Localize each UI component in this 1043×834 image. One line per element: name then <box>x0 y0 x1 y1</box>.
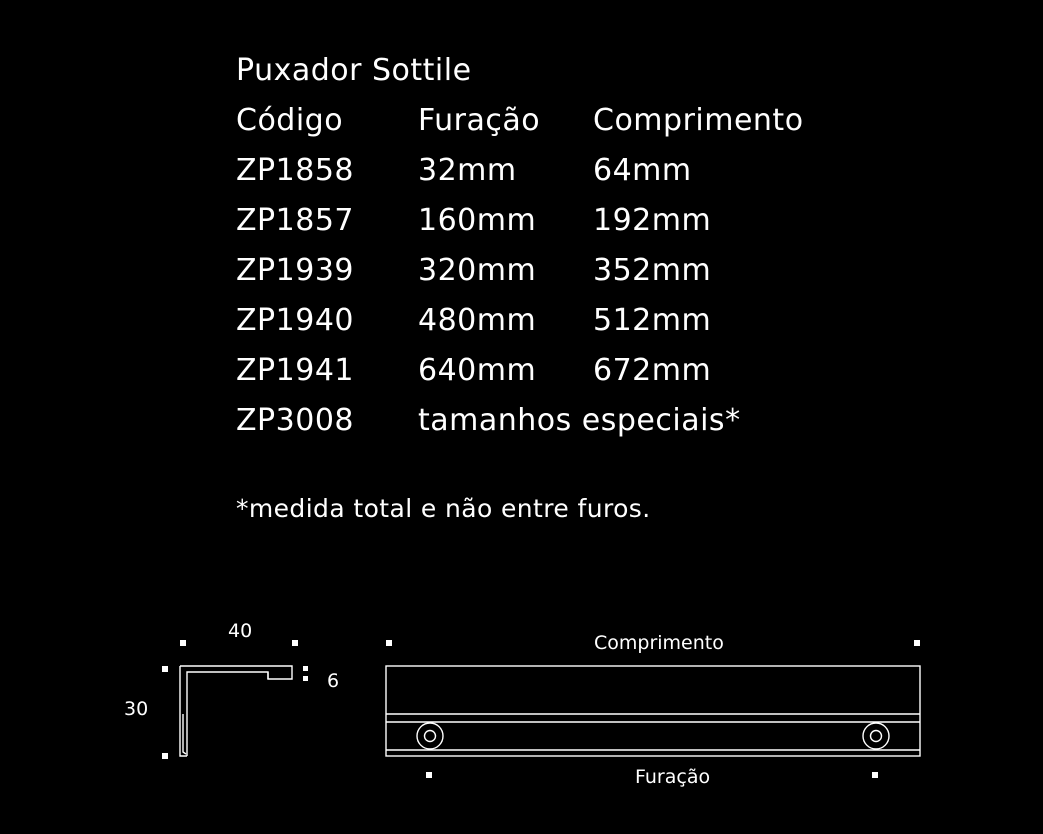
column-header-length: Comprimento <box>593 103 804 138</box>
cell-special-sizes: tamanhos especiais* <box>418 403 741 438</box>
label-comprimento: Comprimento <box>594 632 724 654</box>
cell-drill: 32mm <box>418 153 517 188</box>
cell-drill: 320mm <box>418 253 537 288</box>
cell-length: 512mm <box>593 303 712 338</box>
profile-tick-marks <box>162 640 308 759</box>
cell-code: ZP1939 <box>236 253 354 288</box>
front-tick-marks <box>386 640 920 778</box>
profile-section <box>180 666 292 756</box>
cell-code: ZP1857 <box>236 203 354 238</box>
cell-drill: 480mm <box>418 303 537 338</box>
cell-code: ZP1858 <box>236 153 354 188</box>
cell-drill: 640mm <box>418 353 537 388</box>
table-header-row <box>236 96 996 146</box>
drill-hole-left <box>417 723 443 749</box>
dimension-label-thickness: 6 <box>327 670 340 692</box>
dimension-label-height: 30 <box>124 698 149 720</box>
dimension-label-width: 40 <box>228 620 253 642</box>
spec-table <box>236 46 996 446</box>
column-header-code: Código <box>236 103 344 138</box>
cell-code: ZP3008 <box>236 403 354 438</box>
footnote: *medida total e não entre furos. <box>236 494 651 523</box>
front-elevation <box>386 666 920 756</box>
technical-drawing <box>0 596 1043 834</box>
table-row <box>236 146 996 196</box>
table-row <box>236 296 996 346</box>
cell-code: ZP1941 <box>236 353 354 388</box>
drill-hole-right <box>863 723 889 749</box>
page-title: Puxador Sottile <box>236 53 472 88</box>
column-header-drill: Furação <box>418 103 541 138</box>
cell-length: 672mm <box>593 353 712 388</box>
handle-drawing-svg <box>0 596 1043 834</box>
cell-length: 64mm <box>593 153 692 188</box>
label-furacao: Furação <box>635 766 711 788</box>
cell-length: 192mm <box>593 203 712 238</box>
table-row <box>236 346 996 396</box>
cell-code: ZP1940 <box>236 303 354 338</box>
table-row <box>236 196 996 246</box>
table-row <box>236 246 996 296</box>
cell-length: 352mm <box>593 253 712 288</box>
cell-drill: 160mm <box>418 203 537 238</box>
table-row <box>236 396 996 446</box>
